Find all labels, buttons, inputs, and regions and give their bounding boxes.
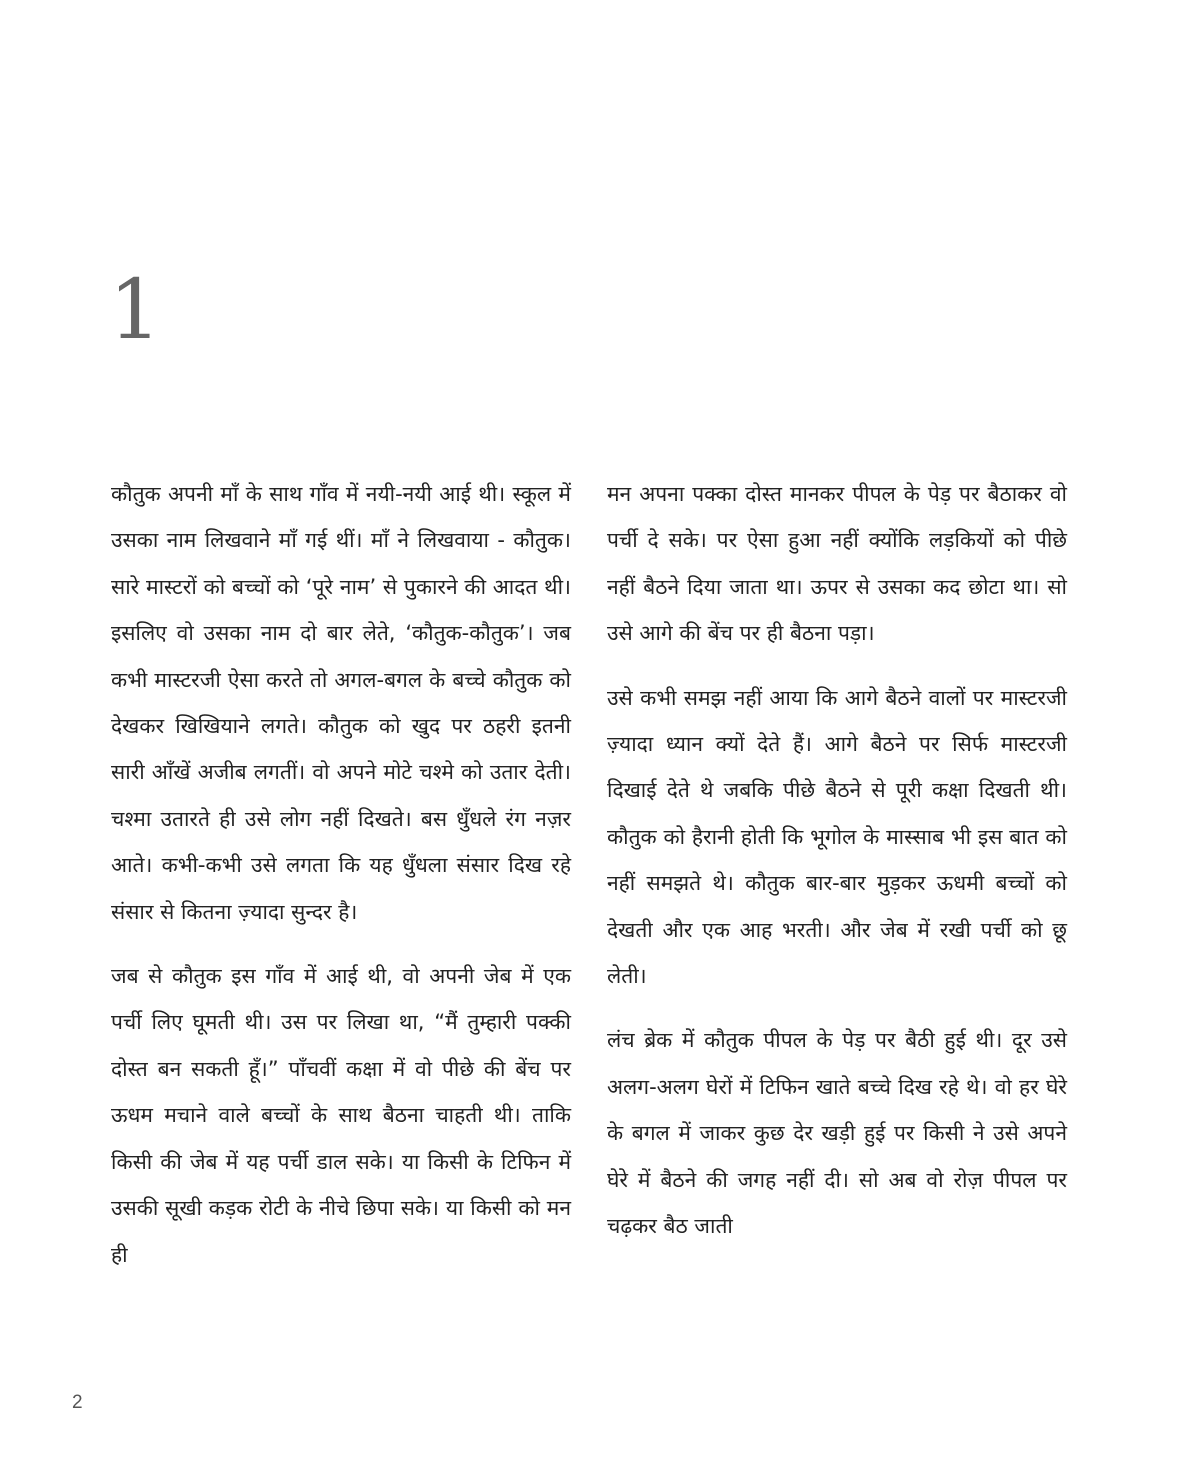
page-number: 2 [72, 1392, 83, 1413]
right-text-column [607, 471, 1067, 1268]
paragraph: उसे कभी समझ नहीं आया कि आगे बैठने वालों पर मास्टरजी ज़्यादा ध्यान क्यों देते हैं। आगे बैठने पर सिर्फ मास्टरजी दिखाई देते थे जबकि पीछे बैठने से पूरी कक्षा दिखती थी। कौतुक को हैरानी होती कि भूगोल के मास्साब भी इस बात को नहीं समझते थे। कौतुक बार-बार मुड़कर ऊधमी बच्चों को देखती और एक आह भरती। और जेब में रखी पर्ची को छू लेती। [607, 685, 1067, 989]
left-text-column [111, 471, 571, 1296]
paragraph: लंच ब्रेक में कौतुक पीपल के पेड़ पर बैठी हुई थी। दूर उसे अलग-अलग घेरों में टिफिन खाते बच्चे दिख रहे थे। वो हर घेरे के बगल में जाकर कुछ देर खड़ी हुई पर किसी ने उसे अपने घेरे में बैठने की जगह नहीं दी। सो अब वो रोज़ पीपल पर चढ़कर बैठ जाती [607, 1028, 1067, 1239]
paragraph: कौतुक अपनी माँ के साथ गाँव में नयी-नयी आई थी। स्कूल में उसका नाम लिखवाने माँ गई थीं। माँ ने लिखवाया - कौतुक। सारे मास्टरों को बच्चों को ‘पूरे नाम’ से पुकारने की आदत थी। इसलिए वो उसका नाम दो बार लेते, ‘कौतुक-कौतुक’। जब कभी मास्टरजी ऐसा करते तो अगल-बगल के बच्चे कौतुक को देखकर खिखियाने लगते। कौतुक को खुद पर ठहरी इतनी सारी आँखें अजीब लगतीं। वो अपने मोटे चश्मे को उतार देती। चश्मा उतारते ही उसे लोग नहीं दिखते। बस धुँधले रंग नज़र आते। कभी-कभी उसे लगता कि यह धुँधला संसार दिख रहे संसार से कितना ज़्यादा सुन्दर है। [111, 482, 571, 924]
paragraph: मन अपना पक्का दोस्त मानकर पीपल के पेड़ पर बैठाकर वो पर्ची दे सके। पर ऐसा हुआ नहीं क्योंकि लड़कियों को पीछे नहीं बैठने दिया जाता था। ऊपर से उसका कद छोटा था। सो उसे आगे की बेंच पर ही बैठना पड़ा। [607, 482, 1067, 646]
chapter-number: 1 [109, 263, 162, 358]
paragraph: जब से कौतुक इस गाँव में आई थी, वो अपनी जेब में एक पर्ची लिए घूमती थी। उस पर लिखा था, “मैं तुम्हारी पक्की दोस्त बन सकती हूँ।” पाँचवीं कक्षा में वो पीछे की बेंच पर ऊधम मचाने वाले बच्चों के साथ बैठना चाहती थी। ताकि किसी की जेब में यह पर्ची डाल सके। या किसी के टिफिन में उसकी सूखी कड़क रोटी के नीचे छिपा सके। या किसी को मन ही [111, 964, 571, 1267]
